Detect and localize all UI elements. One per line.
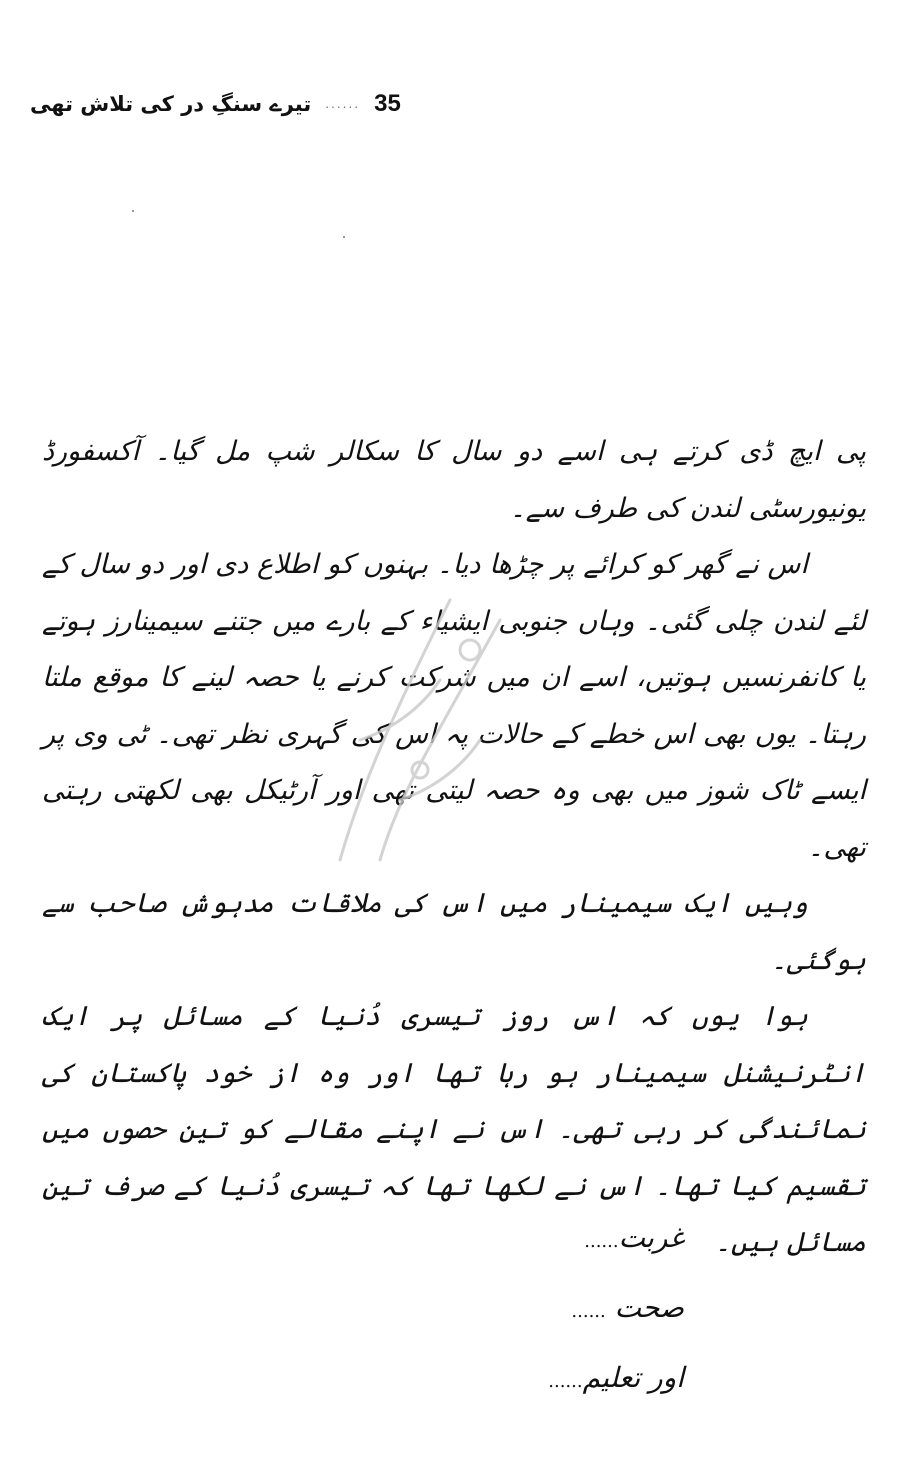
- paragraph: پی ایچ ڈی کرتے ہی اسے دو سال کا سکالر شپ مل گیا۔ آکسفورڈ یونیورسٹی لندن کی طرف سے۔: [42, 436, 866, 524]
- running-title: تیرے سنگِ در کی تلاش تھی: [30, 92, 312, 116]
- paragraph: ہوا یوں کہ اس روز تیسری دُنیا کے مسائل پر ایک انٹرنیشنل سیمینار ہو رہا تھا اور وہ از خود پاکستان کی نمائندگی کر رہی تھی۔ اس نے اپنے مقالے کو تین حصوں میں تقسیم کیا تھا۔ اس نے لکھا تھا کہ تیسری دُنیا کے صرف تین مسائل ہیں۔: [42, 1001, 866, 1258]
- scan-speck: [132, 210, 134, 212]
- list-item-text: غربت: [618, 1221, 684, 1254]
- list-item-dots: ......: [584, 1231, 619, 1252]
- list-item: [548, 1345, 684, 1415]
- header-separator: ......: [325, 97, 361, 111]
- list-item: [548, 1275, 684, 1345]
- page-number: 35: [374, 90, 401, 117]
- list-item: [548, 1205, 684, 1275]
- issues-list: [548, 1205, 684, 1415]
- paragraph: اس نے گھر کو کرائے پر چڑھا دیا۔ بہنوں کو اطلاع دی اور دو سال کے لئے لندن چلی گئی۔ وہاں جنوبی ایشیاء کے بارے میں جتنے سیمینارز ہوتے یا کانفرنسیں ہوتیں، اسے ان میں شرکت کرنے یا حصہ لینے کا موقع ملتا رہتا۔ یوں بھی اس خطے کے حالات پہ اس کی گہری نظر تھی۔ ٹی وی پر ایسے ٹاک شوز میں بھی وہ حصہ لیتی تھی اور آرٹیکل بھی لکھتی رہتی تھی۔: [42, 549, 866, 863]
- scan-speck: [343, 236, 345, 238]
- list-item-dots: ......: [571, 1301, 606, 1322]
- body-text: [42, 424, 866, 1272]
- list-item-text: اور تعلیم: [582, 1361, 684, 1394]
- page-header: [30, 84, 450, 124]
- list-item-text: صحت: [614, 1291, 684, 1324]
- paragraph: وہیں ایک سیمینار میں اس کی ملاقات مدہوش صاحب سے ہوگئی۔: [42, 888, 866, 976]
- list-item-dots: ......: [548, 1371, 583, 1392]
